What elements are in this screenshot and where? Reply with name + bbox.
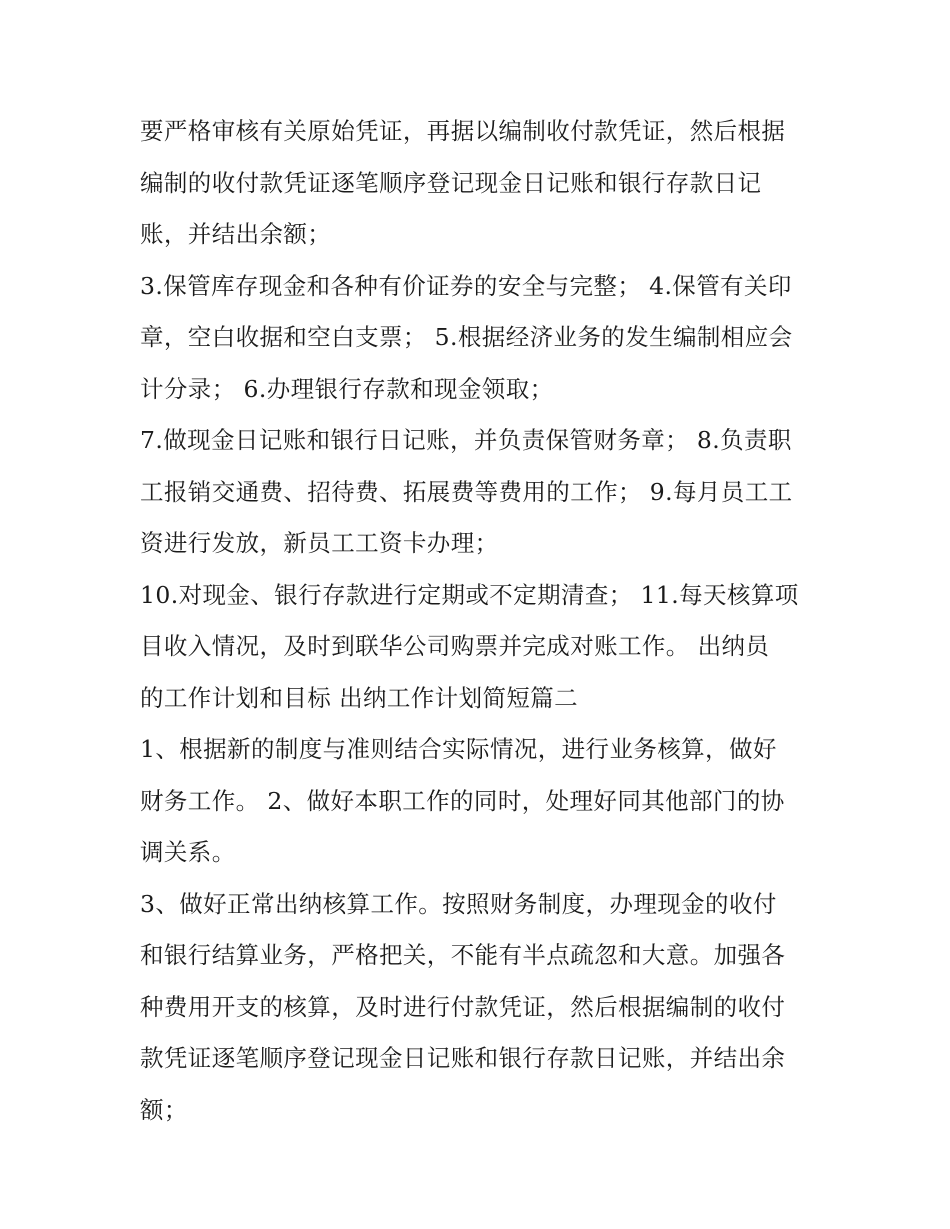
text-line: 额； — [140, 1095, 188, 1124]
text-line: 目收入情况，及时到联华公司购票并完成对账工作。 出纳员 — [140, 632, 770, 660]
text-line: 要严格审核有关原始凭证，再据以编制收付款凭证，然后根据 — [140, 117, 786, 145]
text-line: 编制的收付款凭证逐笔顺序登记现金日记账和银行存款日记 — [140, 168, 762, 197]
text-line: 7.做现金日记账和银行日记账，并负责保管财务章； 8.负责职 — [140, 426, 792, 454]
text-line: 的工作计划和目标 出纳工作计划简短篇二 — [140, 683, 579, 712]
paragraph-4 — [140, 570, 820, 725]
paragraph-3 — [140, 415, 820, 570]
text-line: 10.对现金、银行存款进行定期或不定期清查； 11.每天核算项 — [140, 580, 799, 609]
text-line: 和银行结算业务，严格把关，不能有半点疏忽和大意。加强各 — [140, 941, 786, 969]
text-line: 财务工作。 2、做好本职工作的同时，处理好同其他部门的协 — [140, 786, 785, 815]
paragraph-6 — [140, 879, 820, 1137]
document-body — [140, 106, 820, 1136]
text-line: 3.保管库存现金和各种有价证券的安全与完整； 4.保管有关印 — [140, 271, 792, 300]
text-line: 调关系。 — [140, 838, 236, 866]
paragraph-5 — [140, 724, 820, 879]
text-line: 工报销交通费、招待费、拓展费等费用的工作； 9.每月员工工 — [140, 477, 793, 506]
paragraph-1 — [140, 106, 820, 261]
text-line: 资进行发放，新员工工资卡办理； — [140, 529, 499, 557]
text-line: 款凭证逐笔顺序登记现金日记账和银行存款日记账，并结出余 — [140, 1044, 786, 1072]
paragraph-2 — [140, 261, 820, 416]
text-line: 1、根据新的制度与准则结合实际情况，进行业务核算，做好 — [140, 735, 777, 763]
text-line: 计分录； 6.办理银行存款和现金领取； — [140, 374, 554, 403]
text-line: 种费用开支的核算，及时进行付款凭证，然后根据编制的收付 — [140, 992, 786, 1021]
text-line: 3、做好正常出纳核算工作。按照财务制度，办理现金的收付 — [140, 889, 777, 918]
text-line: 账，并结出余额； — [140, 220, 332, 248]
text-line: 章，空白收据和空白支票； 5.根据经济业务的发生编制相应会 — [140, 323, 793, 351]
